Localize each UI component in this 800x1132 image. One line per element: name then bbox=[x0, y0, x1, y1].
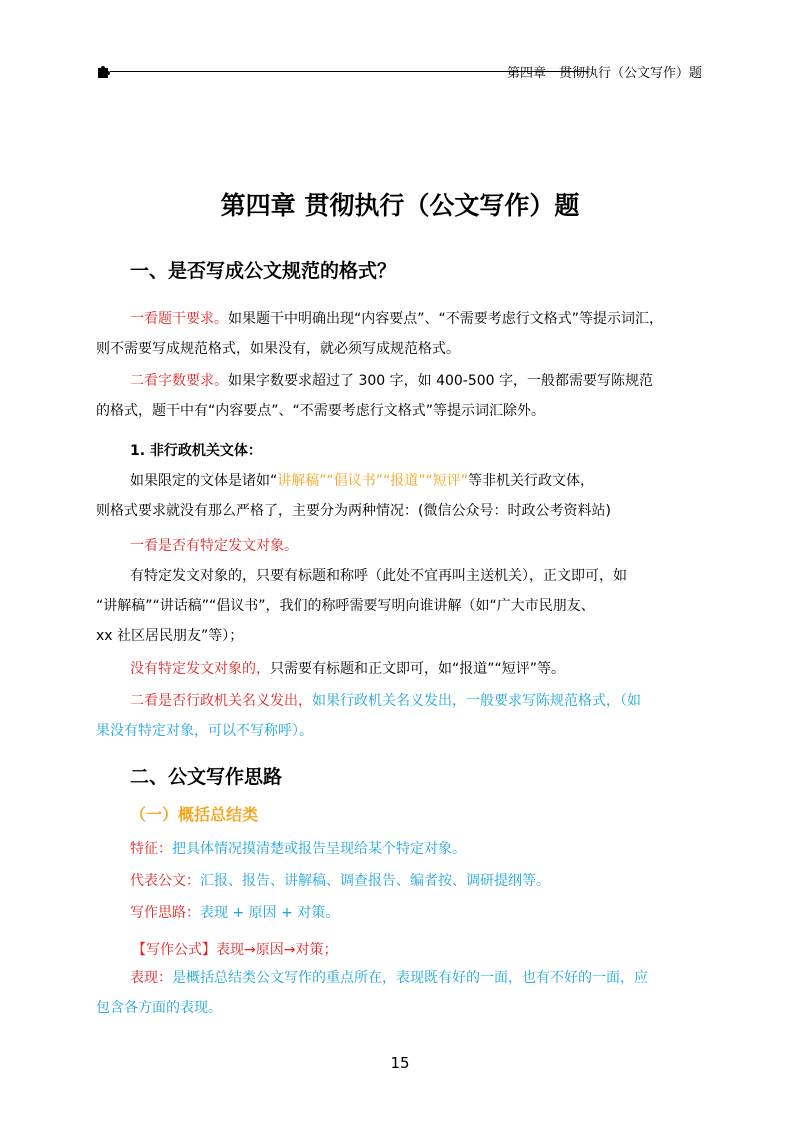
representative-docs-line: 代表公文：汇报、报告、讲解稿、调查报告、编者按、调研提纲等。 bbox=[130, 873, 550, 889]
subheading-non-admin: 1. 非行政机关文体： bbox=[130, 443, 262, 459]
feature-line: 特征：把具体情况摸清楚或报告呈现给某个特定对象。 bbox=[130, 841, 466, 857]
label-topic-requirement: 一看题干要求。 bbox=[130, 311, 228, 327]
page-title: 第四章 贯彻执行（公文写作）题 bbox=[220, 191, 580, 220]
writing-idea-line: 写作思路：表现 + 原因 + 对策。 bbox=[130, 905, 340, 921]
paragraph-word-count: 二看字数要求。如果字数要求超过了 300 字，如 400-500 字，一般都需要写陈规范 的格式，题干中有“内容要点”、“不需要考虑行文格式”等提示词汇除外。 bbox=[96, 373, 654, 419]
subheading-summary-type: （一）概括总结类 bbox=[130, 805, 259, 824]
section2-heading: 二、公文写作思路 bbox=[130, 766, 283, 788]
section1-heading: 一、是否写成公文规范的格式？ bbox=[130, 260, 397, 282]
paragraph-without-target: 没有特定发文对象的，只需要有标题和正文即可，如“报道”“短评”等。 bbox=[130, 661, 566, 677]
paragraph-non-admin-styles: 如果限定的文体是诸如“讲解稿”“倡议书”“报道”“短评”等非机关行政文体， 则格式要求就没有那么严格了，主要分为两种情况：(微信公众号：时政公考资料站) bbox=[96, 473, 611, 519]
label-word-count: 二看字数要求。 bbox=[130, 373, 228, 389]
paragraph-with-target: 有特定发文对象的，只要有标题和称呼（此处不宜再叫主送机关），正文即可，如 “讲解稿”“讲话稿”“倡议书”，我们的称呼需要写明向谁讲解（如“广大市民朋友、 xx 社区居民朋友”等）； bbox=[96, 568, 627, 644]
paragraph-admin-issuer: 二看是否行政机关名义发出，如果行政机关名义发出，一般要求写陈规范格式，（如 果没有特定对象，可以不写称呼）。 bbox=[96, 693, 641, 739]
paragraph-expression: 表现：是概括总结类公文写作的重点所在，表现既有好的一面，也有不好的一面，应 包含各方面的表现。 bbox=[96, 970, 648, 1016]
page-header bbox=[96, 60, 704, 84]
writing-formula: 【写作公式】表现→原因→对策； bbox=[132, 942, 338, 958]
page-number: 15 bbox=[390, 1054, 410, 1072]
non-admin-style-list: 讲解稿”“倡议书”“报道”“短评” bbox=[277, 473, 469, 489]
paragraph-topic-requirement: 一看题干要求。如果题干中明确出现“内容要点”、“不需要考虑行文格式”等提示词汇， 则不需要写成规范格式，如果没有，就必须写成规范格式。 bbox=[96, 311, 664, 357]
paragraph-specific-target: 一看是否有特定发文对象。 bbox=[130, 538, 298, 554]
header-chapter-title: 第四章 贯彻执行（公文写作）题 bbox=[506, 66, 702, 81]
